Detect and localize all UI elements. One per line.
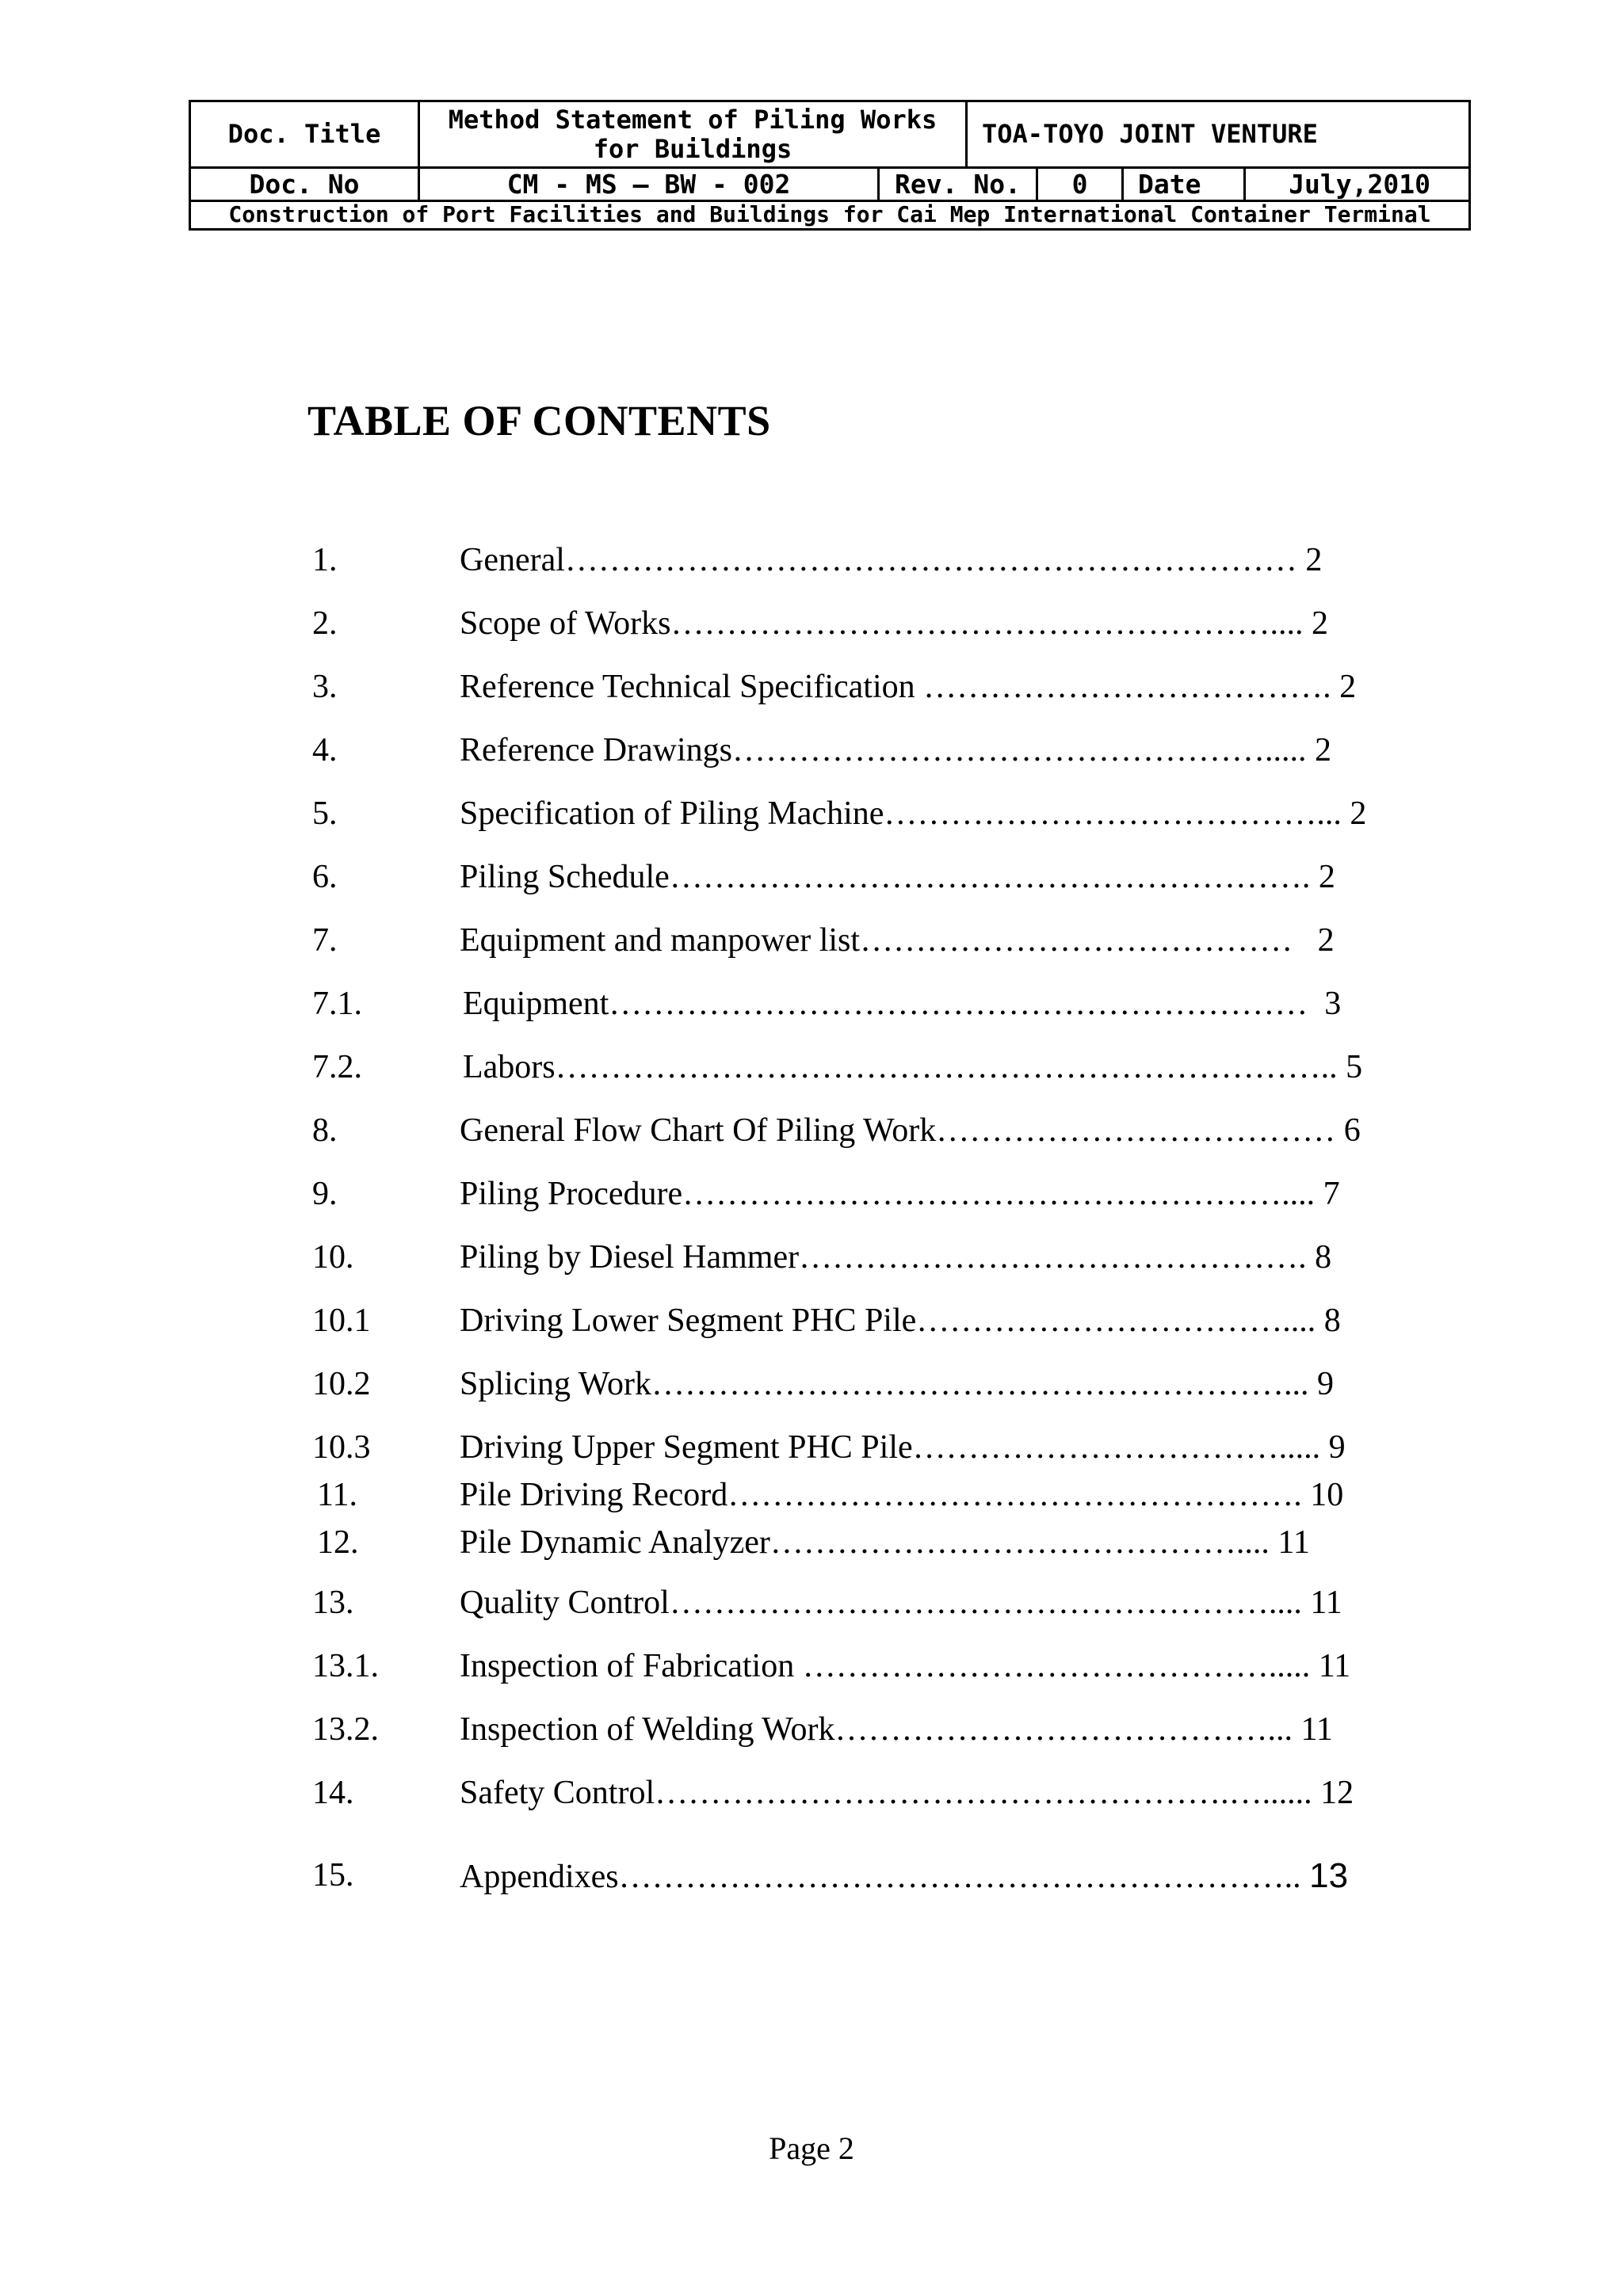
toc-entry-number: 12. bbox=[317, 1524, 359, 1561]
toc-entry-number: 9. bbox=[312, 1176, 338, 1212]
toc-entry-text: Pile Dynamic Analyzer…………………………………….... 11 bbox=[460, 1524, 1310, 1561]
header-row-title bbox=[191, 102, 1468, 166]
toc-entry-text: Inspection of Fabrication ……………………………………..... 11 bbox=[460, 1648, 1351, 1684]
doc-title-line-1: Method Statement of Piling Works bbox=[448, 104, 938, 135]
toc-entry-number: 8. bbox=[312, 1112, 338, 1149]
toc-entry-number: 7.2. bbox=[312, 1049, 362, 1085]
toc-title: TABLE OF CONTENTS bbox=[307, 397, 771, 444]
toc-entry-text: Scope of Works……………………………………………….... 2 bbox=[460, 605, 1328, 642]
date-value: July,2010 bbox=[1243, 169, 1468, 200]
toc-entry-number: 15. bbox=[312, 1857, 354, 1894]
toc-entry-text: General Flow Chart Of Piling Work……………………………… 6 bbox=[460, 1112, 1361, 1149]
doc-title-value bbox=[418, 102, 965, 166]
toc-entry-text: Safety Control…………………………………………….…...... 12 bbox=[460, 1775, 1354, 1811]
document-header-table bbox=[189, 100, 1471, 231]
toc-entry-text: Driving Upper Segment PHC Pile……………………………..... 9 bbox=[460, 1429, 1346, 1466]
toc-entry-title: Appendixes…………………………………………………….. bbox=[460, 1859, 1310, 1895]
toc-entry-number: 13.1. bbox=[312, 1648, 379, 1684]
toc-entry-text: Reference Drawings…………………………………………..... 2 bbox=[460, 732, 1331, 769]
toc-entry-number: 1. bbox=[312, 542, 338, 578]
toc-entry-text: Labors…………………………………………………………….. 5 bbox=[463, 1049, 1363, 1085]
toc-entry-number: 5. bbox=[312, 795, 338, 832]
toc-entry-number: 14. bbox=[312, 1775, 354, 1811]
toc-entry-number: 10.2 bbox=[312, 1366, 371, 1402]
toc-entry-text: Equipment……………………………………………………… 3 bbox=[463, 986, 1342, 1022]
toc-entry-number: 4. bbox=[312, 732, 338, 769]
toc-entry-number: 3. bbox=[312, 669, 338, 705]
rev-no-value: 0 bbox=[1036, 169, 1121, 200]
doc-no-label: Doc. No bbox=[249, 168, 360, 200]
toc-entry-number: 13. bbox=[312, 1585, 354, 1621]
project-name: Construction of Port Facilities and Buildings for Cai Mep International Container Terminal bbox=[228, 201, 1431, 228]
rev-no-label: Rev. No. bbox=[877, 169, 1036, 200]
toc-entry-number: 11. bbox=[317, 1477, 357, 1513]
doc-title-label: Doc. Title bbox=[227, 119, 381, 150]
toc-entry-text: Piling Procedure……………………………………………….... 7 bbox=[460, 1176, 1340, 1212]
date-label: Date bbox=[1121, 169, 1243, 200]
toc-entry-text: Quality Control……………………………………………….... 11 bbox=[460, 1585, 1342, 1621]
header-row-meta bbox=[191, 166, 1468, 200]
toc-entry-page: 13 bbox=[1309, 1856, 1349, 1895]
toc-entry-number: 6. bbox=[312, 859, 338, 895]
toc-entry-text: Inspection of Welding Work…………………………………... 11 bbox=[460, 1711, 1333, 1748]
toc-entry-text: General………………………………………………………… 2 bbox=[460, 542, 1323, 578]
header-row-project bbox=[191, 200, 1468, 228]
toc-entry-text: Pile Driving Record……………………………………………. 10 bbox=[460, 1477, 1344, 1513]
toc-entry-number: 13.2. bbox=[312, 1711, 379, 1748]
toc-entry-text: Specification of Piling Machine…………………………………... 2 bbox=[460, 795, 1367, 832]
toc-entry-text: Driving Lower Segment PHC Pile…………………………….... 8 bbox=[460, 1302, 1341, 1339]
toc-entry-number: 7.1. bbox=[312, 986, 362, 1022]
doc-no-value: CM - MS – BW - 002 bbox=[418, 169, 877, 200]
toc-entry-text: Piling by Diesel Hammer………………………………………. 8 bbox=[460, 1239, 1332, 1276]
toc-entry-number: 7. bbox=[312, 922, 338, 959]
toc-entry-text: Splicing Work…………………………………………………... 9 bbox=[460, 1366, 1335, 1402]
toc-entry-number: 10. bbox=[312, 1239, 354, 1276]
toc-entry-number: 10.3 bbox=[312, 1429, 371, 1466]
toc-entry-number: 2. bbox=[312, 605, 338, 642]
doc-title-line-2: for Buildings bbox=[593, 133, 792, 164]
toc-entry-text: Piling Schedule…………………………………………………. 2 bbox=[460, 859, 1335, 895]
toc-entry-text: Equipment and manpower list………………………………… 2 bbox=[460, 922, 1335, 959]
toc-entry-text: Reference Technical Specification ………………………………. 2 bbox=[460, 669, 1357, 705]
toc-entry-text bbox=[460, 1856, 1349, 1895]
toc-entry-number: 10.1 bbox=[312, 1302, 371, 1339]
page-number: Page 2 bbox=[769, 2130, 854, 2166]
company-name: TOA-TOYO JOINT VENTURE bbox=[965, 102, 1468, 166]
